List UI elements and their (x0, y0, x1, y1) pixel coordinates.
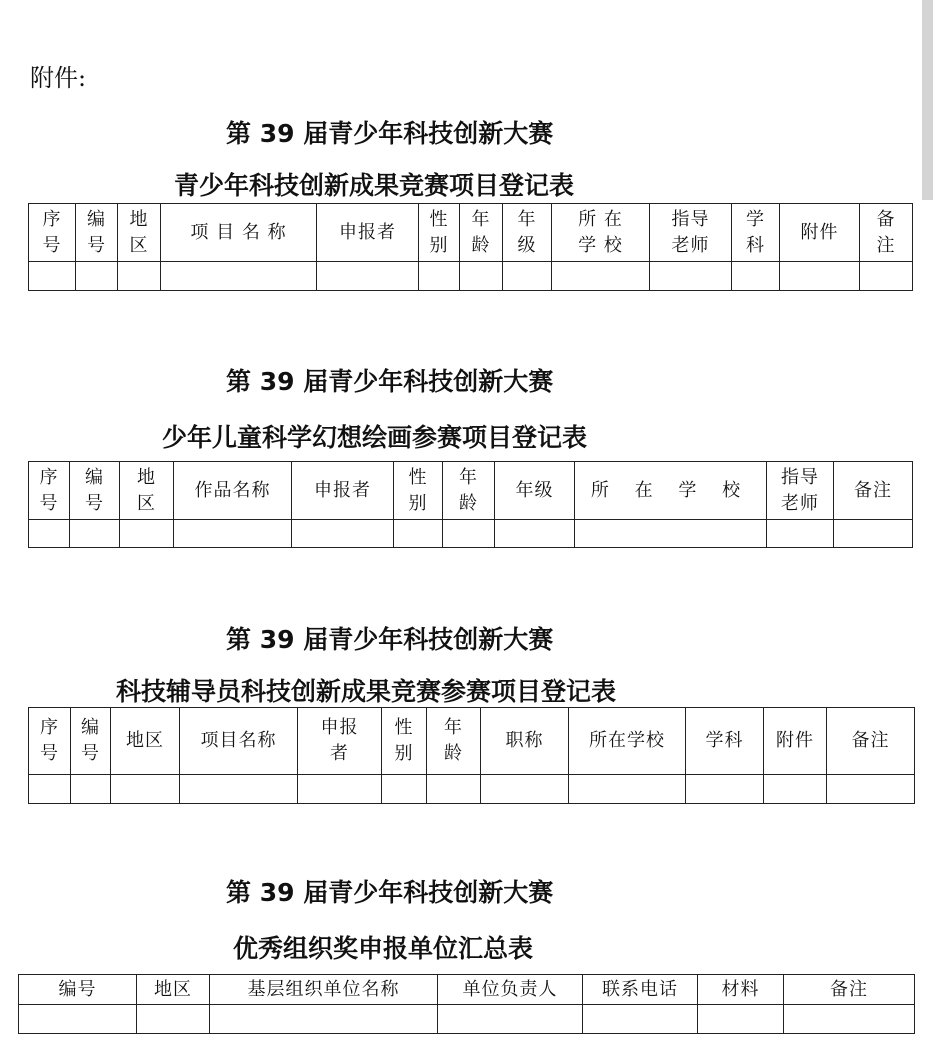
entry-cell[interactable] (210, 1005, 438, 1034)
section-1-subtitle: 青少年科技创新成果竞赛项目登记表 (174, 171, 575, 200)
header-cell: 联系电话 (583, 975, 698, 1005)
header-cell: 性 别 (394, 462, 443, 520)
entry-cell[interactable] (29, 775, 71, 804)
entry-cell[interactable] (76, 262, 118, 291)
header-cell: 年 级 (503, 204, 552, 262)
header-cell: 序 号 (29, 462, 70, 520)
header-cell: 备 注 (860, 204, 913, 262)
entry-cell[interactable] (834, 520, 913, 548)
entry-cell[interactable] (575, 520, 767, 548)
header-cell: 备注 (827, 708, 915, 775)
counselor-registration-table (28, 707, 915, 804)
entry-cell[interactable] (443, 520, 495, 548)
header-cell: 编 号 (76, 204, 118, 262)
header-cell: 编号 (19, 975, 137, 1005)
header-cell: 地区 (111, 708, 180, 775)
header-cell: 学 科 (732, 204, 780, 262)
header-cell: 地区 (137, 975, 210, 1005)
entry-cell[interactable] (419, 262, 460, 291)
painting-registration-table (28, 461, 913, 548)
entry-cell[interactable] (70, 520, 120, 548)
header-cell: 序 号 (29, 204, 76, 262)
entry-cell[interactable] (71, 775, 111, 804)
header-cell: 所在学校 (569, 708, 686, 775)
header-cell: 年级 (495, 462, 575, 520)
header-cell: 基层组织单位名称 (210, 975, 438, 1005)
header-row (29, 462, 913, 520)
section-3-subtitle: 科技辅导员科技创新成果竞赛参赛项目登记表 (116, 677, 617, 706)
header-cell: 项 目 名 称 (161, 204, 317, 262)
section-4-subtitle: 优秀组织奖申报单位汇总表 (233, 934, 534, 963)
header-cell: 序 号 (29, 708, 71, 775)
empty-entry-row (29, 262, 913, 291)
project-registration-table (28, 203, 913, 291)
header-cell: 地 区 (120, 462, 174, 520)
section-2-subtitle: 少年儿童科学幻想绘画参赛项目登记表 (162, 423, 588, 452)
entry-cell[interactable] (503, 262, 552, 291)
header-cell: 项目名称 (180, 708, 298, 775)
entry-cell[interactable] (552, 262, 650, 291)
entry-cell[interactable] (767, 520, 834, 548)
entry-cell[interactable] (29, 520, 70, 548)
empty-entry-row (19, 1005, 915, 1034)
header-row (29, 204, 913, 262)
entry-cell[interactable] (118, 262, 161, 291)
header-cell: 单位负责人 (438, 975, 583, 1005)
section-3-title: 第 39 届青少年科技创新大赛 (226, 625, 554, 654)
header-cell: 年 龄 (427, 708, 481, 775)
empty-entry-row (29, 775, 915, 804)
header-cell: 所 在 学 校 (575, 462, 767, 520)
header-cell: 所 在 学 校 (552, 204, 650, 262)
header-cell: 备注 (784, 975, 915, 1005)
entry-cell[interactable] (698, 1005, 784, 1034)
header-cell: 申报者 (317, 204, 419, 262)
entry-cell[interactable] (382, 775, 427, 804)
header-cell: 附件 (780, 204, 860, 262)
entry-cell[interactable] (495, 520, 575, 548)
entry-cell[interactable] (827, 775, 915, 804)
section-2-title: 第 39 届青少年科技创新大赛 (226, 367, 554, 396)
section-1-title: 第 39 届青少年科技创新大赛 (226, 119, 554, 148)
entry-cell[interactable] (137, 1005, 210, 1034)
header-cell: 作品名称 (174, 462, 292, 520)
section-4-title: 第 39 届青少年科技创新大赛 (226, 878, 554, 907)
scrollbar[interactable] (922, 0, 933, 200)
header-cell: 指导 老师 (650, 204, 732, 262)
entry-cell[interactable] (317, 262, 419, 291)
header-cell: 性 别 (382, 708, 427, 775)
header-cell: 备注 (834, 462, 913, 520)
header-cell: 申报 者 (298, 708, 382, 775)
header-cell: 年 龄 (443, 462, 495, 520)
header-cell: 编 号 (71, 708, 111, 775)
header-cell: 材料 (698, 975, 784, 1005)
header-cell: 指导 老师 (767, 462, 834, 520)
entry-cell[interactable] (784, 1005, 915, 1034)
header-cell: 地 区 (118, 204, 161, 262)
entry-cell[interactable] (650, 262, 732, 291)
header-cell: 编 号 (70, 462, 120, 520)
header-cell: 性 别 (419, 204, 460, 262)
entry-cell[interactable] (583, 1005, 698, 1034)
entry-cell[interactable] (292, 520, 394, 548)
organization-award-table (18, 974, 915, 1034)
header-cell: 职称 (481, 708, 569, 775)
entry-cell[interactable] (427, 775, 481, 804)
entry-cell[interactable] (481, 775, 569, 804)
header-row (29, 708, 915, 775)
entry-cell[interactable] (460, 262, 503, 291)
entry-cell[interactable] (29, 262, 76, 291)
entry-cell[interactable] (764, 775, 827, 804)
entry-cell[interactable] (161, 262, 317, 291)
entry-cell[interactable] (686, 775, 764, 804)
empty-entry-row (29, 520, 913, 548)
entry-cell[interactable] (174, 520, 292, 548)
entry-cell[interactable] (19, 1005, 137, 1034)
header-row (19, 975, 915, 1005)
entry-cell[interactable] (732, 262, 780, 291)
entry-cell[interactable] (569, 775, 686, 804)
header-cell: 学科 (686, 708, 764, 775)
entry-cell[interactable] (180, 775, 298, 804)
entry-cell[interactable] (120, 520, 174, 548)
entry-cell[interactable] (111, 775, 180, 804)
header-cell: 申报者 (292, 462, 394, 520)
entry-cell[interactable] (780, 262, 860, 291)
entry-cell[interactable] (394, 520, 443, 548)
entry-cell[interactable] (298, 775, 382, 804)
entry-cell[interactable] (438, 1005, 583, 1034)
entry-cell[interactable] (860, 262, 913, 291)
header-cell: 年 龄 (460, 204, 503, 262)
header-cell: 附件 (764, 708, 827, 775)
attachment-label: 附件: (30, 64, 87, 92)
